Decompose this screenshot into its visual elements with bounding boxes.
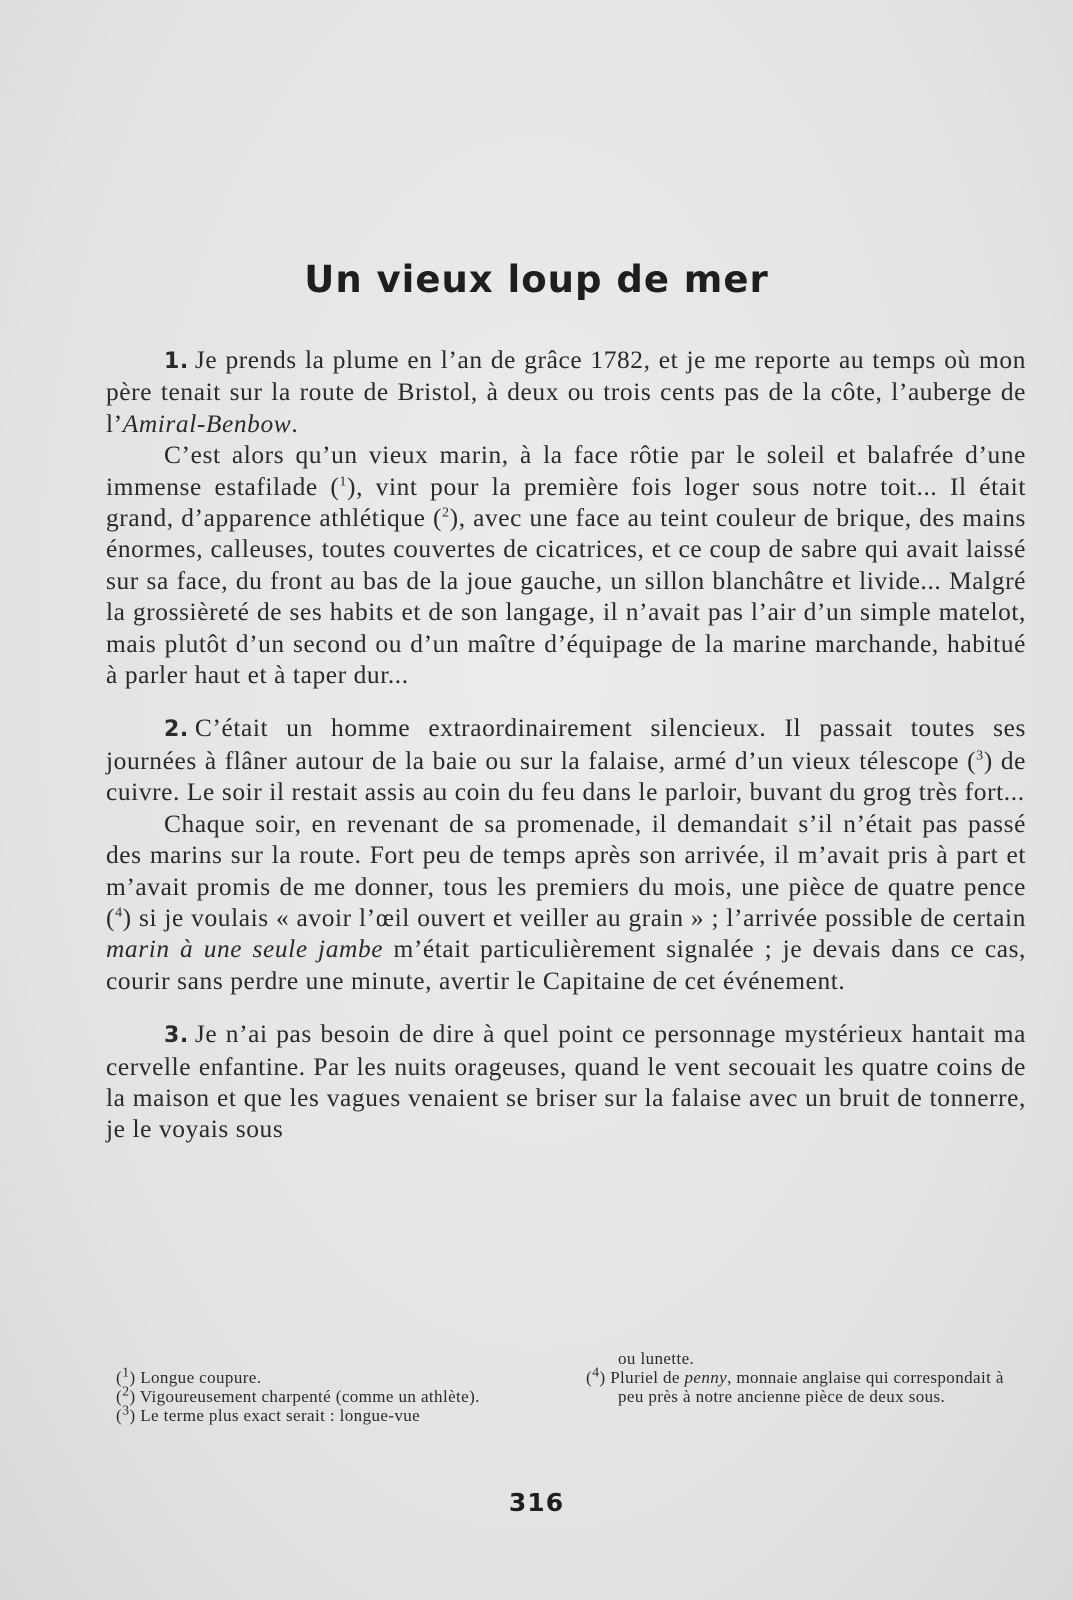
text-run: C’est alors qu’un vieux marin, à la face rôtie par le soleil et balafrée d’une immense estafilade <box>106 441 1026 501</box>
italic-run: marin à une seule jambe <box>106 935 384 964</box>
text-run: Je n’ai pas besoin de dire à quel point ce personnage mystérieux hantait ma cervelle enfantine. Par les nuits orageuses, quand le vent secouait les quatre coins de la maison et que les vagues venaient se briser sur la falaise avec un bruit de tonnerre, je le voyais sous <box>106 1020 1026 1144</box>
footnote <box>116 1365 546 1387</box>
text-body <box>106 345 1026 1146</box>
paragraph <box>106 809 1026 997</box>
footnote-text: Vigoureusement charpenté (comme un athlète). <box>139 1387 480 1406</box>
footnote-text: Pluriel de <box>610 1368 685 1387</box>
footnotes <box>116 1349 1016 1425</box>
footnotes-left-column <box>116 1365 546 1425</box>
footnote <box>586 1365 1016 1406</box>
footnote-mark: ($^2$) <box>116 1384 136 1406</box>
section-number: 3. <box>164 1023 189 1049</box>
text-run: . <box>291 409 299 438</box>
text-run: , vint pour la première fois loger sous notre toit... Il était grand, d’apparence athlétique <box>106 472 1026 533</box>
footnote-mark: ($^1$) <box>116 1365 136 1387</box>
paragraph <box>106 345 1026 440</box>
footnote-italic: penny <box>684 1368 728 1387</box>
text-run: Je prends la plume en l’an de grâce 1782, et je me reporte au temps où mon père tenait sur la route de Bristol, à deux ou trois cents pas de la côte, l’auberge de l’ <box>106 346 1026 438</box>
footnote-text: , monnaie anglaise qui correspondait à peu près à notre ancienne pièce de deux sous. <box>618 1368 1004 1406</box>
text-run: C’était un homme extraordinairement silencieux. Il passait toutes ses journées à flâner autour de la baie ou sur la falaise, armé d’un vieux télescope <box>106 714 1026 775</box>
footnote-mark: ($^3$) <box>116 1403 136 1425</box>
paragraph <box>106 713 1026 808</box>
paragraph <box>106 440 1026 691</box>
footnote-text: Le terme plus exact serait : longue-vue <box>140 1406 421 1425</box>
italic-run: Amiral-Benbow <box>122 409 292 438</box>
footnote-ref: ($^2$) <box>432 504 459 533</box>
section-number: 2. <box>164 717 189 743</box>
footnote-continuation: ou lunette. <box>618 1349 695 1368</box>
paragraph <box>106 1019 1026 1146</box>
text-run: de cuivre. Le soir il restait assis au coin du feu dans le parloir, buvant du grog très fort... <box>106 746 1026 807</box>
footnote-text: Longue coupure. <box>140 1368 262 1387</box>
text-run: si je voulais « avoir l’œil ouvert et veiller au grain » ; l’arrivée possible de certain <box>131 903 1026 932</box>
footnote-ref: ($^1$) <box>330 472 357 501</box>
text-run: Chaque soir, en revenant de sa promenade, il demandait s’il n’était pas passé des marins sur la route. Fort peu de temps après son arrivée, il m’avait pris à part et m’avait promis de me donner, tous les premiers du mois, une pièce de quatre pence <box>106 809 1026 901</box>
text-run: m’était particulièrement signalée ; je devais dans ce cas, courir sans perdre une minute, avertir le Capitaine de cet événement. <box>106 935 1026 995</box>
text-run: , avec une face au teint couleur de brique, des mains énormes, calleuses, toutes couvertes de cicatrices, et ce coup de sabre qui avait laissé sur sa face, du front au bas de la joue gauche, un sillon blanchâtre et livide... Malgré la grossièreté de ses habits et de son langage, il n’avait pas l’air d’un simple matelot, mais plutôt d’un second ou d’un maître d’équipage de la marine marchande, habitué à parler haut et à taper dur... <box>106 504 1027 690</box>
page-number: 316 <box>508 1488 565 1517</box>
section-number: 1. <box>164 349 189 374</box>
footnote-mark: ($^4$) <box>586 1365 606 1387</box>
footnote-ref: ($^3$) <box>967 746 993 775</box>
footnote-ref: ($^4$) <box>106 903 132 932</box>
chapter-title: Un vieux loup de mer <box>304 258 769 301</box>
footnote <box>116 1384 546 1406</box>
footnote <box>116 1403 546 1425</box>
footnotes-right-column <box>586 1349 1016 1425</box>
